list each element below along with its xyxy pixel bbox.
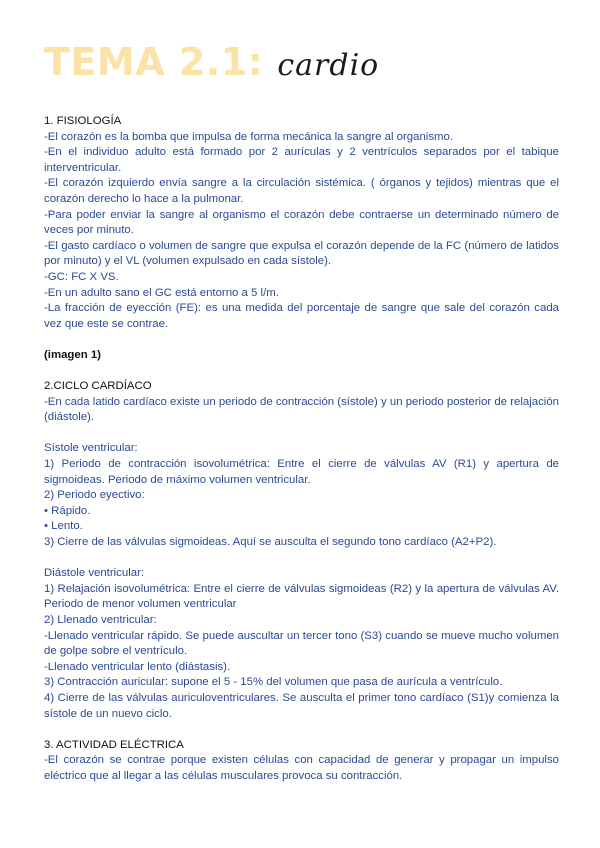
spacer xyxy=(44,364,559,380)
paragraph: -GC: FC X VS. xyxy=(44,270,119,283)
list-item: • Lento. xyxy=(44,520,83,533)
paragraph: 2) Llenado ventricular: xyxy=(44,614,157,626)
paragraph: 3) Cierre de las válvulas sigmoideas. Aquí se ausculta el segundo tono cardíaco (A2+P2). xyxy=(44,536,497,549)
paragraph: -Para poder enviar la sangre al organismo el corazón debe contraerse un determinado número de veces por minuto. xyxy=(44,208,559,237)
paragraph: 3) Contracción auricular: supone el 5 - 15% del volumen que pasa de aurícula a ventrículo. xyxy=(44,676,503,689)
title-main: TEMA 2.1: xyxy=(44,40,264,84)
list-item: • Rápido. xyxy=(44,504,91,517)
spacer xyxy=(44,551,559,567)
paragraph: -Llenado ventricular lento (diástasis). xyxy=(44,660,231,673)
spacer xyxy=(44,722,559,738)
paragraph: 1) Relajación isovolumétrica: Entre el cierre de válvulas sigmoideas (R2) y la apertura de válvulas AV. Periodo de menor volumen ventricular xyxy=(44,582,559,611)
paragraph: -En el individuo adulto está formado por 2 aurículas y 2 ventrículos separados por el tabique interventricular. xyxy=(44,146,559,174)
paragraph: -El corazón es la bomba que impulsa de forma mecánica la sangre al organismo. xyxy=(44,130,454,143)
subheading-diastole: Diástole ventricular: xyxy=(44,567,145,580)
image-reference: (imagen 1) xyxy=(44,348,101,361)
paragraph: -El corazón se contrae porque existen células con capacidad de generar y propagar un impulso eléctrico que al llegar a las células musculares provoca su contracción. xyxy=(44,754,559,782)
paragraph: -El corazón izquierdo envía sangre a la circulación sistémica. ( órganos y tejidos) mientras que el corazón derecho lo hace a la pulmonar. xyxy=(44,177,559,205)
page-title xyxy=(44,40,559,96)
paragraph: 1) Periodo de contracción isovolumétrica: Entre el cierre de válvulas AV (R1) y apertura de sigmoideas. Periodo de máximo volumen ventricular. xyxy=(44,458,559,486)
paragraph: -Llenado ventricular rápido. Se puede auscultar un tercer tono (S3) cuando se mueve mucho volumen de golpe sobre el ventrículo. xyxy=(44,629,559,658)
paragraph: -La fracción de eyección (FE): es una medida del porcentaje de sangre que sale del corazón cada vez que este se contrae. xyxy=(44,302,559,330)
section-heading-fisiologia: 1. FISIOLOGÍA xyxy=(44,115,122,127)
paragraph: 4) Cierre de las válvulas auriculoventriculares. Se ausculta el primer tono cardíaco (S1)y comienza la sístole de un nuevo ciclo. xyxy=(44,691,559,720)
document-page xyxy=(44,40,559,785)
title-sub: cardio xyxy=(277,48,380,83)
spacer xyxy=(44,426,559,442)
document-body xyxy=(44,114,559,785)
spacer xyxy=(44,332,559,348)
paragraph: -El gasto cardíaco o volumen de sangre que expulsa el corazón depende de la FC (número de latidos por minuto) y el VL (volumen expulsado en cada sístole). xyxy=(44,239,559,268)
section-heading-actividad-electrica: 3. ACTIVIDAD ELÉCTRICA xyxy=(44,738,184,751)
paragraph: -En un adulto sano el GC está entorno a 5 l/m. xyxy=(44,286,279,299)
paragraph: 2) Periodo eyectivo: xyxy=(44,489,145,502)
paragraph: -En cada latido cardíaco existe un periodo de contracción (sístole) y un periodo posterior de relajación (diástole). xyxy=(44,395,559,424)
subheading-sistole: Sístole ventricular: xyxy=(44,442,138,455)
section-heading-ciclo-cardiaco: 2.CICLO CARDÍACO xyxy=(44,380,152,393)
